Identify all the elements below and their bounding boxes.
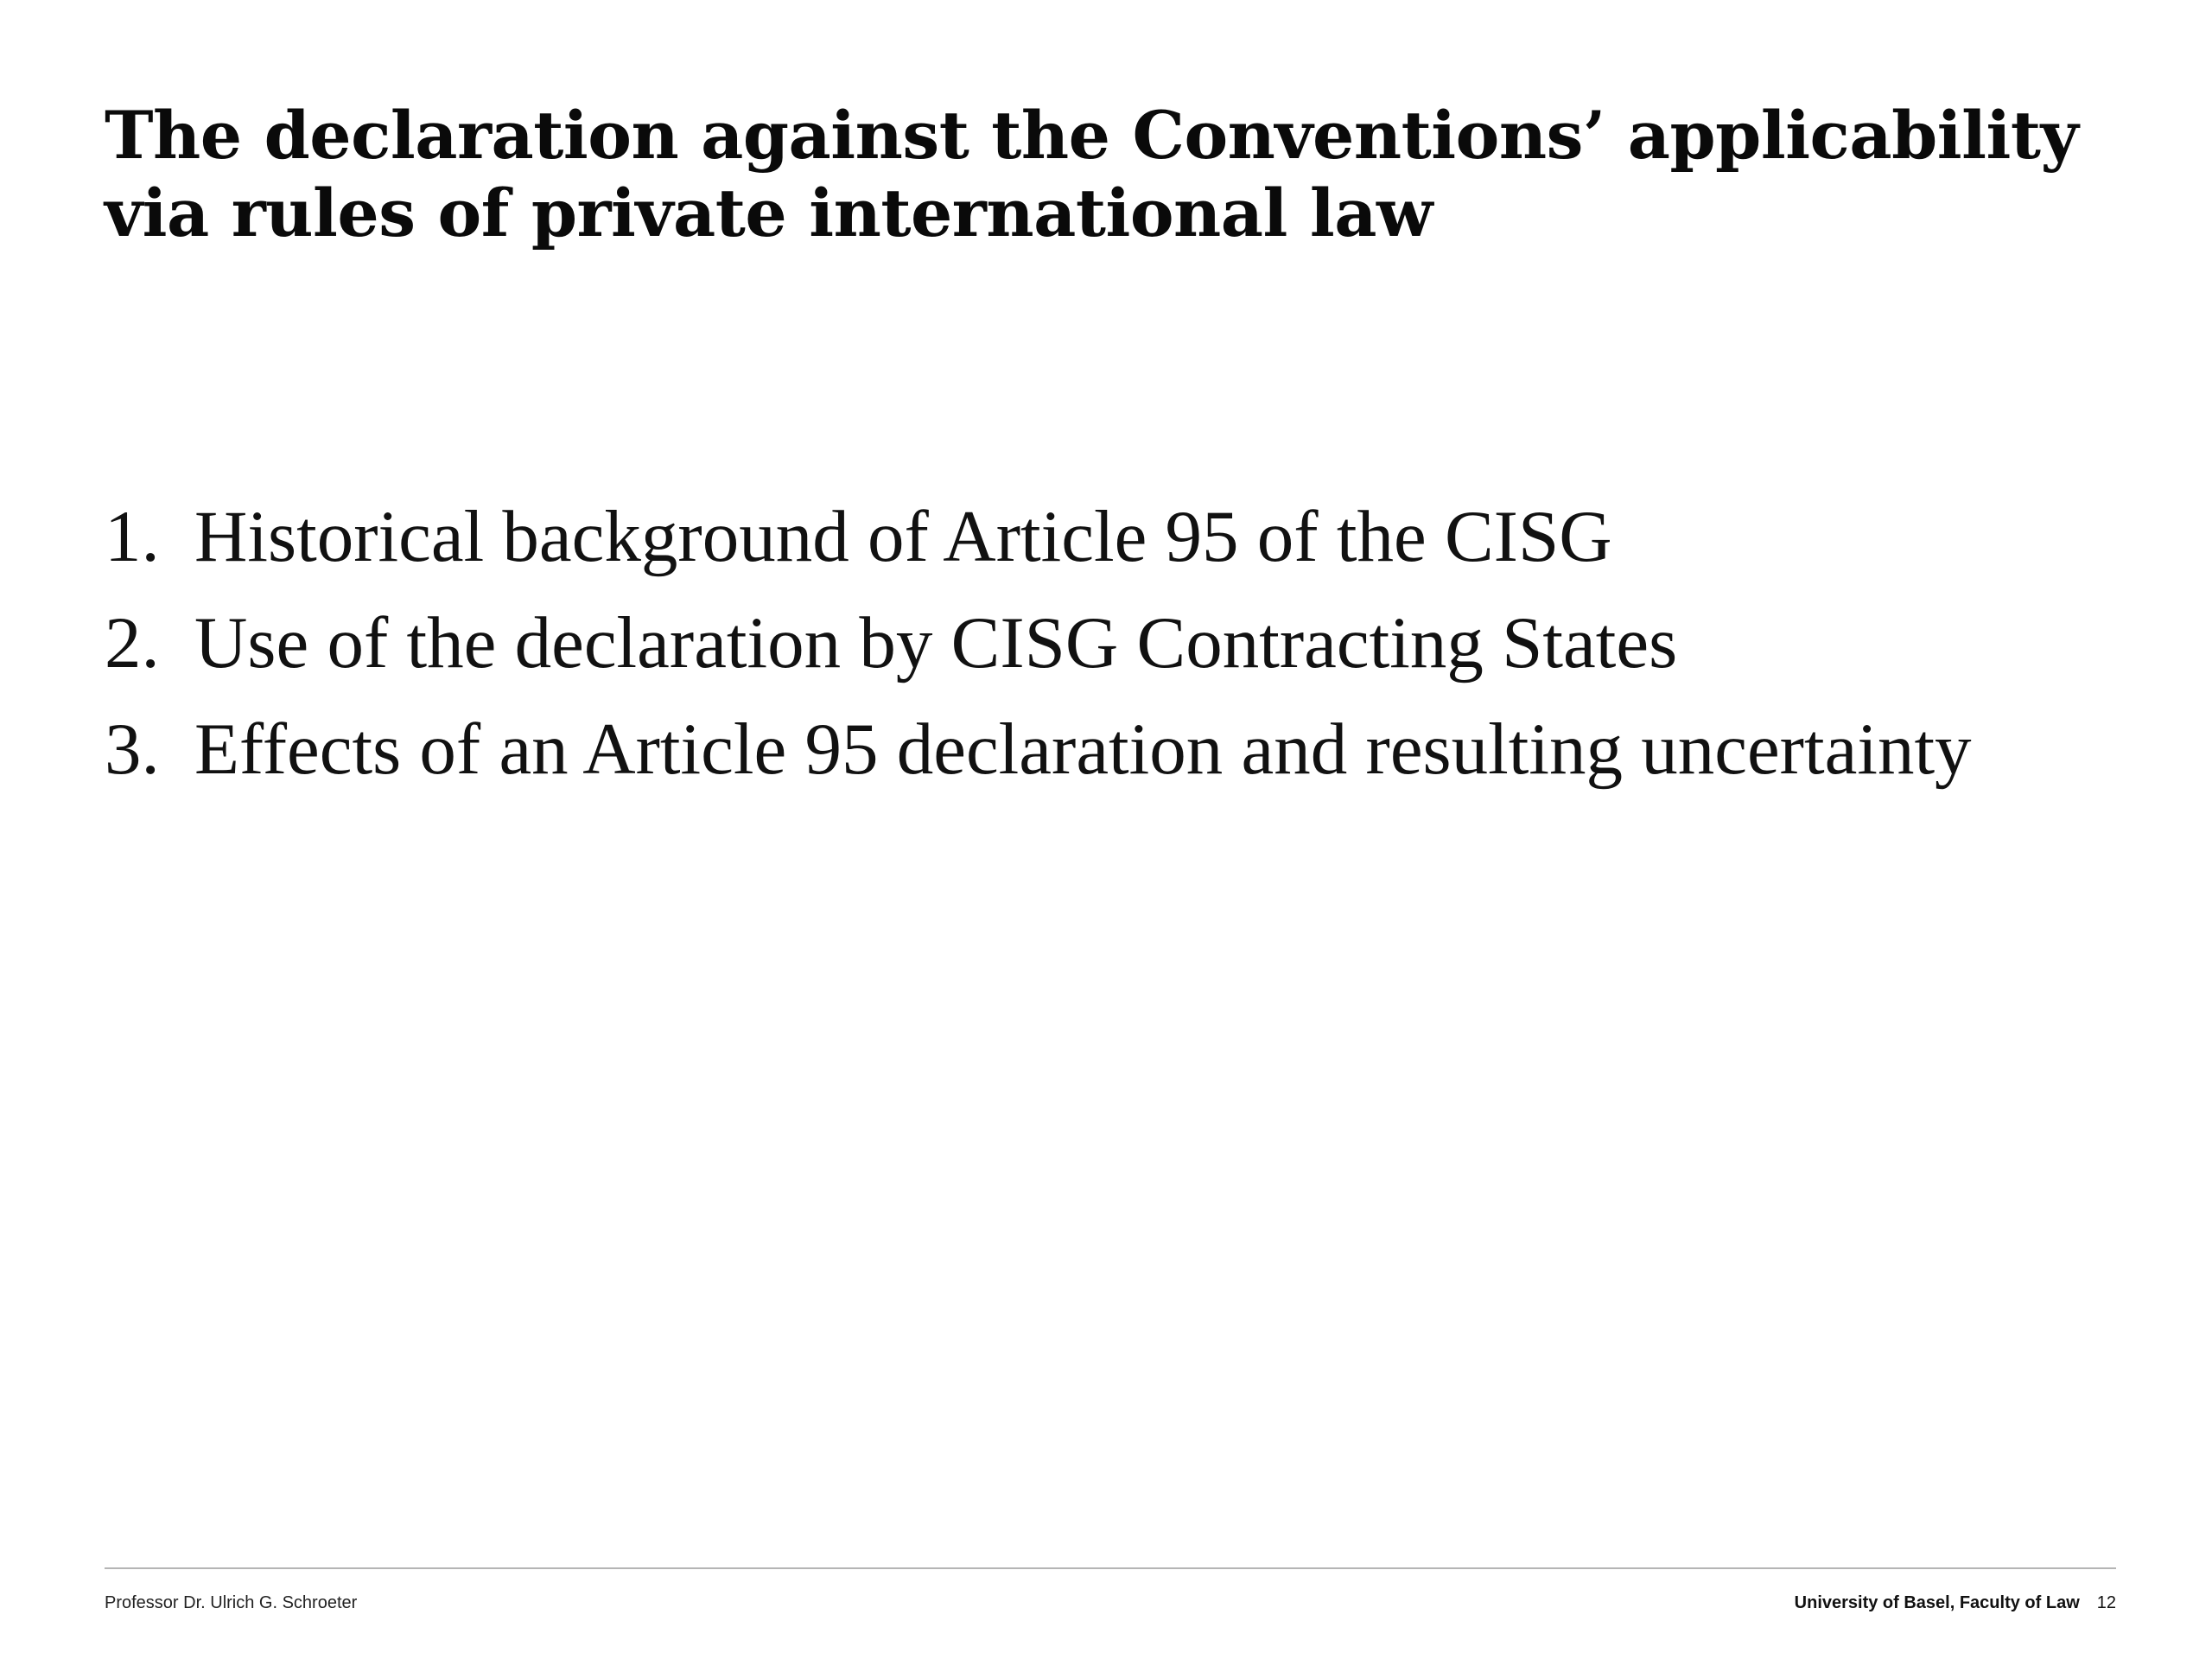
slide-title: The declaration against the Conventions’ applicability via rules of private international law (105, 97, 2079, 251)
list-item-text: Historical background of Article 95 of the CISG (194, 496, 1612, 577)
list-item-text: Use of the declaration by CISG Contracting States (194, 602, 1678, 683)
agenda-list (105, 484, 2049, 803)
list-item-number: 3. (105, 709, 160, 790)
page-number: 12 (2096, 1593, 2116, 1612)
list-item-text: Effects of an Article 95 declaration and resulting uncertainty (194, 709, 1972, 790)
list-item-number: 2. (105, 602, 160, 683)
footer-author: Professor Dr. Ulrich G. Schroeter (105, 1593, 358, 1612)
footer-organization: University of Basel, Faculty of Law (1794, 1593, 2080, 1612)
list-item (105, 696, 2049, 803)
list-item-number: 1. (105, 496, 160, 577)
list-item (105, 484, 2049, 590)
footer-right (1795, 1592, 2116, 1614)
list-item (105, 590, 2049, 696)
footer-divider (105, 1567, 2116, 1569)
